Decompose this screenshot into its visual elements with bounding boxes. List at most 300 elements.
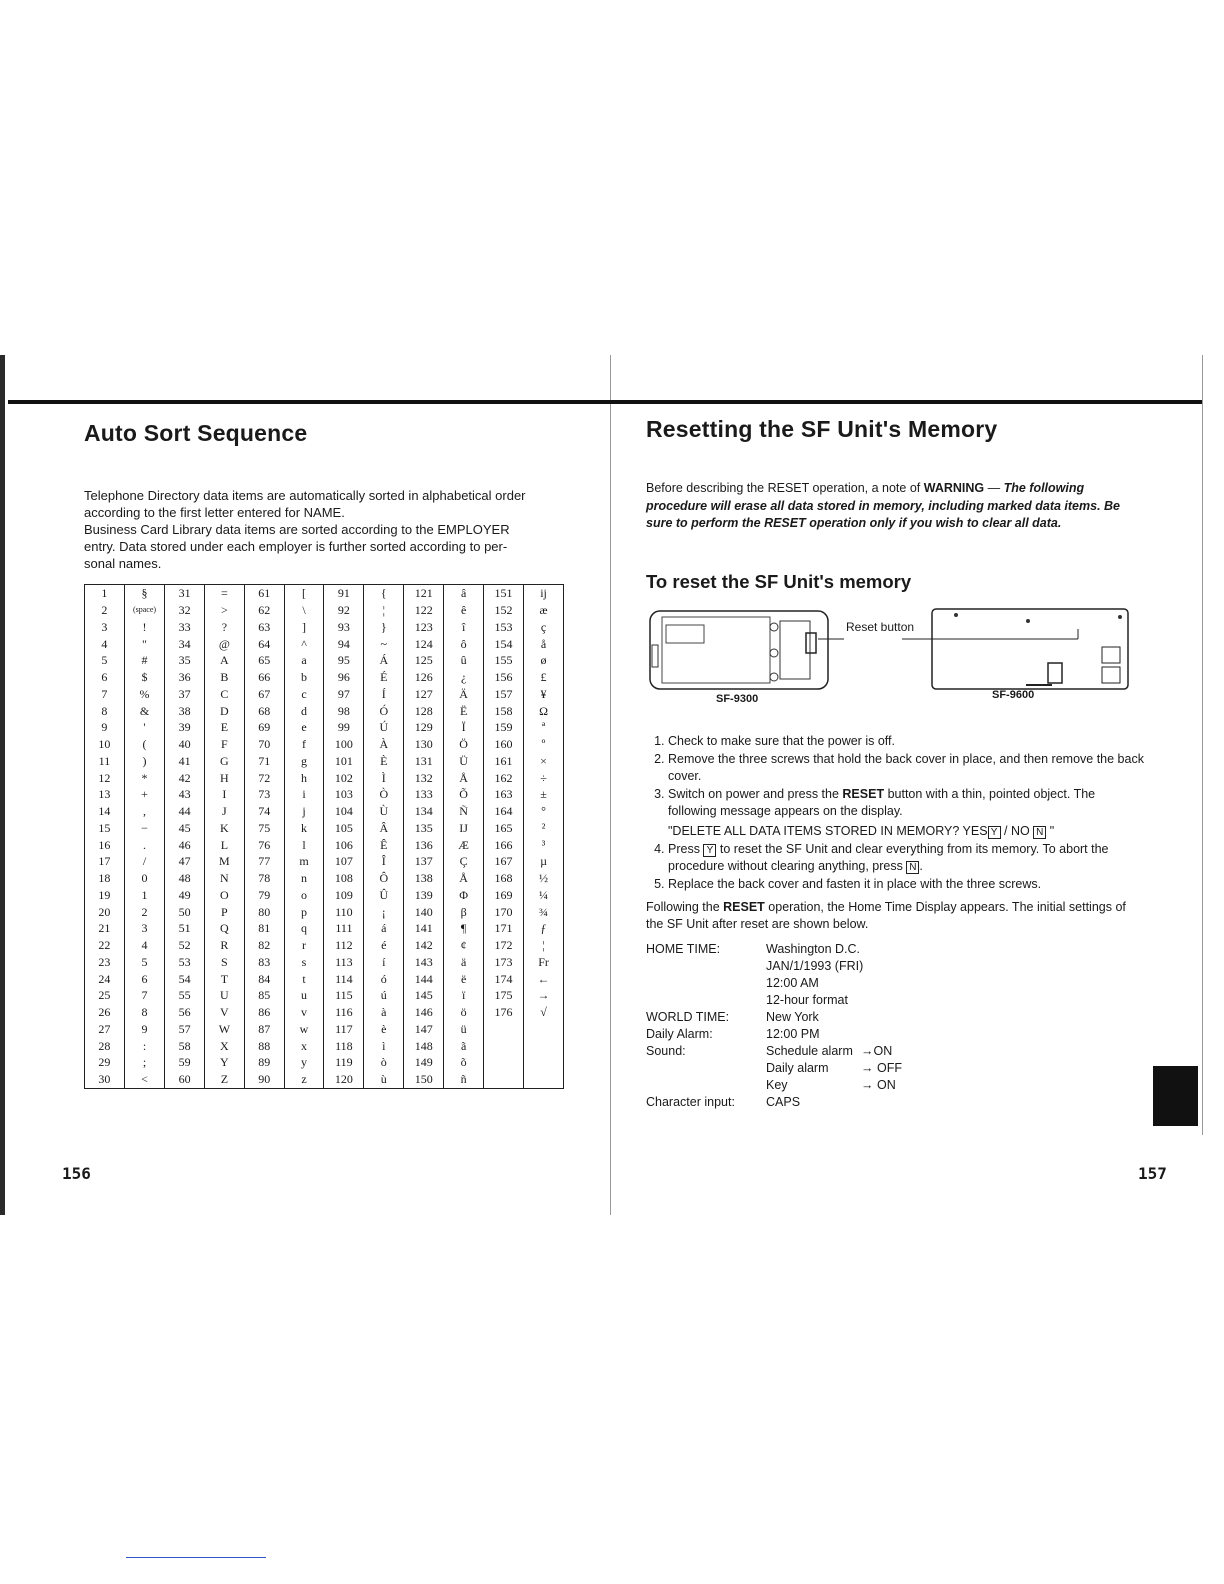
sequence-number-cell: 165	[484, 820, 524, 837]
character-cell: s	[284, 954, 324, 971]
character-cell: C	[204, 686, 244, 703]
character-cell: m	[284, 853, 324, 870]
sequence-number-cell: 4	[85, 635, 125, 652]
sf9300-caption: SF-9300	[716, 692, 759, 705]
sequence-number-cell: 72	[244, 769, 284, 786]
character-cell: ô	[444, 635, 484, 652]
sf9600-screw	[954, 613, 958, 617]
character-cell: H	[204, 769, 244, 786]
reset-word: RESET	[842, 786, 885, 801]
sequence-number-cell: 50	[165, 903, 205, 920]
display-message-text: "	[1046, 823, 1055, 838]
setting-value: 12:00 PM	[766, 1026, 820, 1041]
character-cell: È	[364, 753, 404, 770]
sequence-number-cell: 138	[404, 870, 444, 887]
sequence-number-cell: 156	[484, 669, 524, 686]
character-cell: }	[364, 619, 404, 636]
character-cell: 3	[124, 920, 164, 937]
sequence-number-cell: 104	[324, 803, 364, 820]
sequence-number-cell: 66	[244, 669, 284, 686]
character-cell: Û	[364, 887, 404, 904]
character-cell: Å	[444, 870, 484, 887]
initial-settings	[646, 941, 1146, 1111]
sequence-number-cell: 21	[85, 920, 125, 937]
sf9300-screw	[770, 673, 778, 681]
character-cell: X	[204, 1037, 244, 1054]
sequence-number-cell: 114	[324, 970, 364, 987]
page-edge	[1202, 355, 1203, 1135]
character-cell: p	[284, 903, 324, 920]
sequence-number-cell: 57	[165, 1021, 205, 1038]
sequence-number-cell: 65	[244, 652, 284, 669]
character-cell: g	[284, 753, 324, 770]
step-3	[668, 786, 1146, 840]
sequence-number-cell: 110	[324, 903, 364, 920]
character-cell: =	[204, 585, 244, 602]
character-cell: 9	[124, 1021, 164, 1038]
character-cell: S	[204, 954, 244, 971]
character-cell: D	[204, 702, 244, 719]
character-cell: u	[284, 987, 324, 1004]
sequence-number-cell: 40	[165, 736, 205, 753]
warning-paragraph	[646, 480, 1146, 533]
section-tab-mark	[1153, 1066, 1198, 1126]
character-cell: a	[284, 652, 324, 669]
sequence-number-cell: 9	[85, 719, 125, 736]
intro-line: Business Card Library data items are sorted according to the EMPLOYER	[84, 522, 510, 537]
table-row	[85, 1037, 564, 1054]
sequence-number-cell: 3	[85, 619, 125, 636]
character-cell: Ò	[364, 786, 404, 803]
sequence-number-cell: 168	[484, 870, 524, 887]
sequence-number-cell: 93	[324, 619, 364, 636]
sequence-number-cell: 118	[324, 1037, 364, 1054]
sequence-number-cell: 136	[404, 836, 444, 853]
setting-label: HOME TIME:	[646, 941, 721, 956]
sequence-number-cell: 98	[324, 702, 364, 719]
character-cell: Ó	[364, 702, 404, 719]
sequence-number-cell: 94	[324, 635, 364, 652]
character-cell: À	[364, 736, 404, 753]
sequence-number-cell: 164	[484, 803, 524, 820]
sequence-number-cell: 95	[324, 652, 364, 669]
sequence-number-cell: 172	[484, 937, 524, 954]
character-cell: ¼	[524, 887, 564, 904]
sequence-number-cell: 55	[165, 987, 205, 1004]
character-cell: !	[124, 619, 164, 636]
character-cell: &	[124, 702, 164, 719]
sequence-number-cell: 78	[244, 870, 284, 887]
sequence-number-cell: 80	[244, 903, 284, 920]
character-cell: Fr	[524, 954, 564, 971]
sound-row	[766, 1043, 1146, 1060]
character-cell: t	[284, 970, 324, 987]
sequence-number-cell: 44	[165, 803, 205, 820]
character-cell: æ	[524, 602, 564, 619]
sequence-number-cell: 38	[165, 702, 205, 719]
character-cell: Ñ	[444, 803, 484, 820]
step-3-text: Switch on power and press the	[668, 786, 843, 801]
table-row	[85, 836, 564, 853]
sequence-number-cell: 64	[244, 635, 284, 652]
sequence-number-cell: 99	[324, 719, 364, 736]
sequence-number-cell: 31	[165, 585, 205, 602]
character-cell: x	[284, 1037, 324, 1054]
table-row	[85, 702, 564, 719]
character-cell: û	[444, 652, 484, 669]
sequence-number-cell: 82	[244, 937, 284, 954]
character-cell: ½	[524, 870, 564, 887]
character-cell: +	[124, 786, 164, 803]
character-cell: \	[284, 602, 324, 619]
sequence-number-cell: 85	[244, 987, 284, 1004]
step-4	[668, 841, 1146, 875]
sequence-number-cell: 56	[165, 1004, 205, 1021]
table-row	[85, 736, 564, 753]
character-cell: é	[364, 937, 404, 954]
character-cell: ä	[444, 954, 484, 971]
table-row	[85, 970, 564, 987]
step-5: 5. Replace the back cover and fasten it in place with the three screws.	[668, 876, 1146, 893]
intro-line: according to the first letter entered for NAME.	[84, 505, 345, 520]
step-4-text: to reset the SF Unit and clear everything from its memory. To abort the procedure without clearing anything, press	[668, 841, 1109, 873]
character-cell: ª	[524, 719, 564, 736]
table-row	[85, 1021, 564, 1038]
sequence-number-cell: 17	[85, 853, 125, 870]
character-cell: J	[204, 803, 244, 820]
character-cell: %	[124, 686, 164, 703]
character-cell: ←	[524, 970, 564, 987]
character-cell: ÷	[524, 769, 564, 786]
sort-sequence-table	[84, 584, 564, 1089]
sf9600-battery-clip	[1048, 663, 1062, 683]
sequence-number-cell: 32	[165, 602, 205, 619]
table-row	[85, 602, 564, 619]
table-row	[85, 1071, 564, 1088]
sequence-number-cell: 174	[484, 970, 524, 987]
sf9600-button	[1102, 647, 1120, 663]
sequence-number-cell: 35	[165, 652, 205, 669]
character-cell: ë	[444, 970, 484, 987]
left-page	[84, 420, 584, 1087]
sequence-number-cell: 62	[244, 602, 284, 619]
sequence-number-cell: 147	[404, 1021, 444, 1038]
sequence-number-cell: 41	[165, 753, 205, 770]
sequence-number-cell: 125	[404, 652, 444, 669]
reset-steps-list	[646, 733, 1146, 893]
sequence-number-cell: 87	[244, 1021, 284, 1038]
y-key-icon: Y	[703, 844, 716, 857]
character-cell: ×	[524, 753, 564, 770]
sequence-number-cell: 60	[165, 1071, 205, 1088]
sequence-number-cell: 176	[484, 1004, 524, 1021]
page-number-left: 156	[62, 1164, 91, 1183]
sequence-number-cell: 14	[85, 803, 125, 820]
sound-value: →ON	[861, 1043, 893, 1058]
character-cell: .	[124, 836, 164, 853]
warning-prefix: Before describing the RESET operation, a note of	[646, 481, 924, 495]
sequence-number-cell: 71	[244, 753, 284, 770]
character-cell: n	[284, 870, 324, 887]
character-cell: U	[204, 987, 244, 1004]
sequence-number-cell: 101	[324, 753, 364, 770]
link-underline[interactable]	[126, 1557, 266, 1558]
character-cell: à	[364, 1004, 404, 1021]
character-cell: Ô	[364, 870, 404, 887]
sequence-number-cell: 113	[324, 954, 364, 971]
sequence-number-cell: 173	[484, 954, 524, 971]
character-cell: ,	[124, 803, 164, 820]
character-cell: h	[284, 769, 324, 786]
sequence-number-cell: 91	[324, 585, 364, 602]
sequence-number-cell: 103	[324, 786, 364, 803]
device-diagrams	[646, 605, 1146, 705]
character-cell: ê	[444, 602, 484, 619]
following-paragraph	[646, 899, 1146, 933]
sf9300-cover	[662, 617, 770, 683]
table-row	[85, 669, 564, 686]
sequence-number-cell: 112	[324, 937, 364, 954]
sequence-number-cell: 13	[85, 786, 125, 803]
sequence-number-cell: 167	[484, 853, 524, 870]
sequence-number-cell: 81	[244, 920, 284, 937]
setting-daily-alarm	[646, 1026, 1146, 1043]
sequence-number-cell: 106	[324, 836, 364, 853]
sequence-number-cell: 26	[85, 1004, 125, 1021]
sequence-number-cell: 86	[244, 1004, 284, 1021]
table-row	[85, 920, 564, 937]
sequence-number-cell: 123	[404, 619, 444, 636]
following-text: Following the	[646, 899, 724, 914]
sequence-number-cell: 74	[244, 803, 284, 820]
character-cell: IJ	[444, 820, 484, 837]
character-cell: '	[124, 719, 164, 736]
sequence-number-cell: 67	[244, 686, 284, 703]
sequence-number-cell: 160	[484, 736, 524, 753]
character-cell: z	[284, 1071, 324, 1088]
section-subtitle: To reset the SF Unit's memory	[646, 570, 912, 592]
sequence-number-cell	[484, 1071, 524, 1088]
character-cell: Z	[204, 1071, 244, 1088]
table-row	[85, 954, 564, 971]
character-cell: ò	[364, 1054, 404, 1071]
character-cell: ¥	[524, 686, 564, 703]
sequence-number-cell: 129	[404, 719, 444, 736]
sound-value: → OFF	[861, 1060, 902, 1075]
page-number-right: 157	[1138, 1164, 1167, 1183]
step-1: 1. Check to make sure that the power is off.	[668, 733, 1146, 750]
character-cell: c	[284, 686, 324, 703]
sequence-number-cell: 157	[484, 686, 524, 703]
home-city: Washington D.C.	[766, 941, 861, 956]
sf9600-caption: SF-9600	[992, 688, 1035, 701]
sequence-number-cell: 146	[404, 1004, 444, 1021]
character-cell: e	[284, 719, 324, 736]
table-row	[85, 937, 564, 954]
sequence-number-cell: 169	[484, 887, 524, 904]
sequence-number-cell: 162	[484, 769, 524, 786]
sequence-number-cell: 159	[484, 719, 524, 736]
character-cell: £	[524, 669, 564, 686]
character-cell: β	[444, 903, 484, 920]
sequence-number-cell: 59	[165, 1054, 205, 1071]
character-cell: d	[284, 702, 324, 719]
character-cell: 1	[124, 887, 164, 904]
character-cell: ¦	[524, 937, 564, 954]
character-cell: K	[204, 820, 244, 837]
table-row	[85, 1054, 564, 1071]
sequence-number-cell: 170	[484, 903, 524, 920]
sequence-number-cell: 18	[85, 870, 125, 887]
character-cell: W	[204, 1021, 244, 1038]
sequence-number-cell: 133	[404, 786, 444, 803]
character-cell: ü	[444, 1021, 484, 1038]
header-rule	[8, 400, 1202, 404]
table-row	[85, 903, 564, 920]
sequence-number-cell: 33	[165, 619, 205, 636]
table-row	[85, 686, 564, 703]
sequence-number-cell: 12	[85, 769, 125, 786]
character-cell	[524, 1071, 564, 1088]
sequence-number-cell: 90	[244, 1071, 284, 1088]
sequence-number-cell: 148	[404, 1037, 444, 1054]
sequence-number-cell: 51	[165, 920, 205, 937]
setting-character-input	[646, 1094, 1146, 1111]
character-cell: √	[524, 1004, 564, 1021]
sound-value: → ON	[861, 1077, 896, 1092]
sequence-number-cell: 96	[324, 669, 364, 686]
sf9300-screw	[770, 623, 778, 631]
character-cell: Â	[364, 820, 404, 837]
sequence-number-cell: 79	[244, 887, 284, 904]
sequence-number-cell: 75	[244, 820, 284, 837]
character-cell: ö	[444, 1004, 484, 1021]
character-cell: î	[444, 619, 484, 636]
table-row	[85, 753, 564, 770]
character-cell: Æ	[444, 836, 484, 853]
character-cell: Î	[364, 853, 404, 870]
sequence-number-cell: 23	[85, 954, 125, 971]
sequence-number-cell: 140	[404, 903, 444, 920]
sequence-number-cell: 36	[165, 669, 205, 686]
character-cell: Á	[364, 652, 404, 669]
character-cell: o	[284, 887, 324, 904]
sequence-number-cell: 1	[85, 585, 125, 602]
scan-edge	[0, 355, 5, 1215]
character-cell: í	[364, 954, 404, 971]
character-cell: ³	[524, 836, 564, 853]
sequence-number-cell: 22	[85, 937, 125, 954]
sequence-number-cell: 70	[244, 736, 284, 753]
character-cell: ¡	[364, 903, 404, 920]
sound-row	[766, 1060, 1146, 1077]
character-cell: º	[524, 736, 564, 753]
sequence-number-cell: 171	[484, 920, 524, 937]
character-cell: w	[284, 1021, 324, 1038]
display-message-text: / NO	[1000, 823, 1034, 838]
page-title: Resetting the SF Unit's Memory	[646, 416, 998, 442]
character-cell: ¦	[364, 602, 404, 619]
sequence-number-cell: 122	[404, 602, 444, 619]
sequence-number-cell: 69	[244, 719, 284, 736]
sequence-number-cell: 58	[165, 1037, 205, 1054]
sequence-number-cell: 158	[484, 702, 524, 719]
character-cell: ij	[524, 585, 564, 602]
sequence-number-cell: 128	[404, 702, 444, 719]
n-key-icon: N	[906, 861, 919, 874]
character-cell: >	[204, 602, 244, 619]
sequence-number-cell: 166	[484, 836, 524, 853]
character-cell: É	[364, 669, 404, 686]
table-row	[85, 635, 564, 652]
sequence-number-cell: 161	[484, 753, 524, 770]
sequence-number-cell: 124	[404, 635, 444, 652]
character-cell: ±	[524, 786, 564, 803]
setting-value: New York	[766, 1009, 819, 1024]
reset-button-label: Reset button	[846, 619, 915, 634]
character-cell: /	[124, 853, 164, 870]
setting-label: Character input:	[646, 1094, 735, 1109]
character-cell: I	[204, 786, 244, 803]
character-cell	[524, 1021, 564, 1038]
table-row	[85, 870, 564, 887]
table-row	[85, 887, 564, 904]
character-cell: *	[124, 769, 164, 786]
sequence-number-cell	[484, 1037, 524, 1054]
sequence-number-cell: 149	[404, 1054, 444, 1071]
sf9600-button	[1102, 667, 1120, 683]
sequence-number-cell: 102	[324, 769, 364, 786]
sequence-number-cell: 84	[244, 970, 284, 987]
character-cell: ù	[364, 1071, 404, 1088]
character-cell: ]	[284, 619, 324, 636]
page-title: Auto Sort Sequence	[84, 420, 308, 446]
character-cell: Q	[204, 920, 244, 937]
setting-label: Sound:	[646, 1043, 686, 1058]
sequence-number-cell: 43	[165, 786, 205, 803]
sequence-number-cell: 150	[404, 1071, 444, 1088]
sequence-number-cell	[484, 1054, 524, 1071]
character-cell: r	[284, 937, 324, 954]
table-row	[85, 820, 564, 837]
character-cell: µ	[524, 853, 564, 870]
character-cell: ~	[364, 635, 404, 652]
character-cell: ó	[364, 970, 404, 987]
warning-dash: —	[984, 481, 1004, 495]
table-row	[85, 853, 564, 870]
sequence-number-cell: 152	[484, 602, 524, 619]
sequence-number-cell: 139	[404, 887, 444, 904]
setting-value: CAPS	[766, 1094, 801, 1109]
character-cell: )	[124, 753, 164, 770]
character-cell: ú	[364, 987, 404, 1004]
sequence-number-cell: 24	[85, 970, 125, 987]
sequence-number-cell: 97	[324, 686, 364, 703]
character-cell: V	[204, 1004, 244, 1021]
character-cell: −	[124, 820, 164, 837]
character-cell: Ü	[444, 753, 484, 770]
character-cell: Í	[364, 686, 404, 703]
character-cell: k	[284, 820, 324, 837]
character-cell: 5	[124, 954, 164, 971]
character-cell: ñ	[444, 1071, 484, 1088]
character-cell: l	[284, 836, 324, 853]
character-cell: õ	[444, 1054, 484, 1071]
n-key-icon: N	[1033, 826, 1046, 839]
table-row	[85, 803, 564, 820]
sequence-number-cell: 48	[165, 870, 205, 887]
character-cell: Ë	[444, 702, 484, 719]
